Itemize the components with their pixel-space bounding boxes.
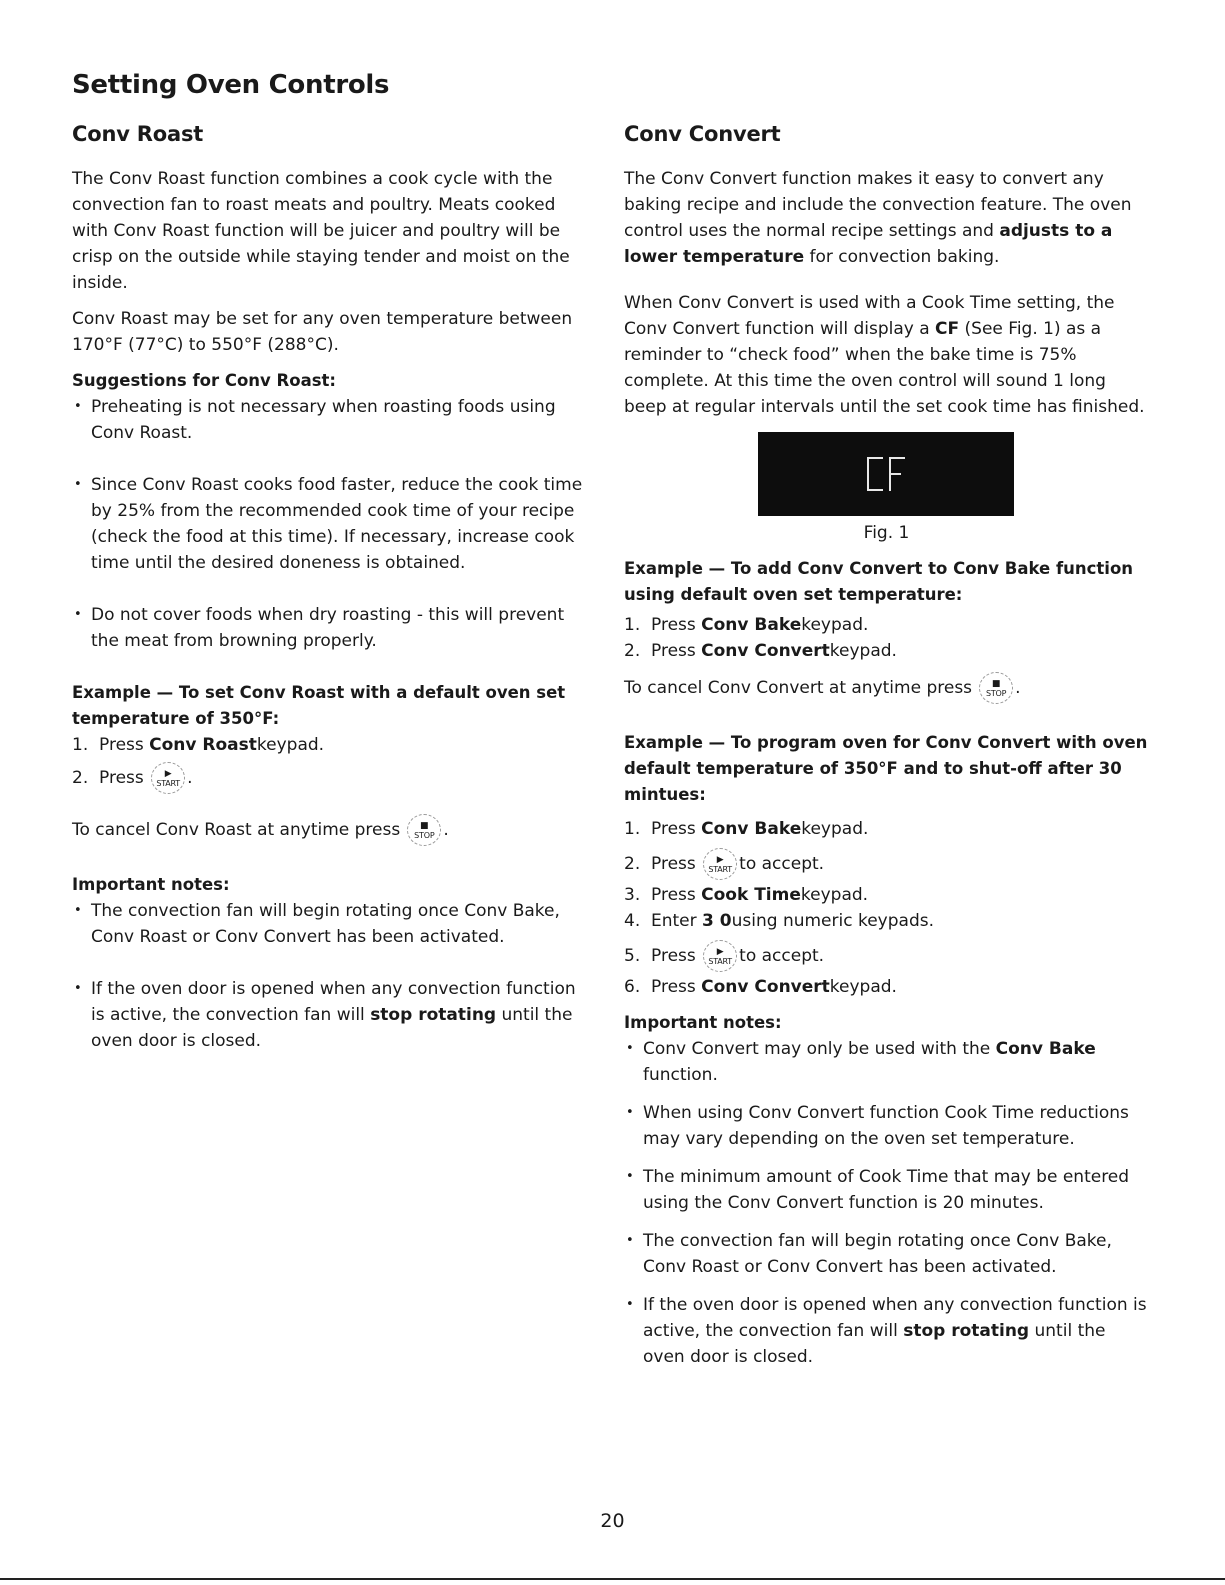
conv-convert-notes-list (624, 1036, 1149, 1370)
list-item: • Preheating is not necessary when roasting foods using Conv Roast. (72, 394, 592, 446)
conv-convert-example2-steps (624, 816, 1149, 1000)
page-number: 20 (600, 1510, 625, 1532)
conv-convert-example1-steps (624, 612, 1149, 664)
list-item: • The convection fan will begin rotating once Conv Bake, Conv Roast or Conv Convert has been activated. (624, 1228, 1149, 1280)
list-item (72, 762, 592, 794)
list-item: • Do not cover foods when dry roasting - this will prevent the meat from browning properly. (72, 602, 592, 654)
conv-roast-intro: The Conv Roast function combines a cook cycle with the convection fan to roast meats and poultry. Meats cooked with Conv Roast function will be juicer and poultry will be crisp on the outside while staying tender and moist on the inside. (72, 169, 570, 293)
step-text-end: . (187, 768, 193, 788)
conv-convert-cancel (624, 672, 1149, 704)
conv-roast-steps (72, 732, 592, 794)
start-key-icon: ▶ START (151, 762, 185, 794)
cancel-text: To cancel Conv Roast at anytime press (72, 820, 401, 840)
list-item: 2. Press ▶ START to accept. (624, 848, 1149, 880)
list-item: • Conv Convert may only be used with the Conv Bake function. (624, 1036, 1149, 1088)
list-item: • If the oven door is opened when any convection function is active, the convection fan will stop rotating until the oven door is closed. (624, 1292, 1149, 1370)
cancel-text: To cancel Conv Convert at anytime press (624, 678, 973, 698)
list-item: • The convection fan will begin rotating once Conv Bake, Conv Roast or Conv Convert has been activated. (72, 898, 592, 950)
list-item: 6. Press Conv Convert keypad. (624, 977, 897, 997)
step-number: 1. (72, 735, 89, 755)
stop-key-icon: ■ STOP (407, 814, 441, 846)
conv-roast-notes-heading: Important notes: (72, 875, 230, 894)
conv-roast-heading: Conv Roast (72, 122, 204, 146)
list-item: • Since Conv Roast cooks food faster, reduce the cook time by 25% from the recommended cook time of your recipe (check the food at this time). If necessary, increase cook time until the desired doneness is obtained. (72, 472, 592, 576)
list-item: 1. Press Conv Bake keypad. (624, 819, 869, 839)
cancel-text-end: . (443, 820, 449, 840)
step-text: Press (99, 735, 144, 755)
list-item: 3. Press Cook Time keypad. (624, 885, 869, 905)
cancel-text-end: . (1015, 678, 1021, 698)
conv-roast-example-heading: Example — To set Conv Roast with a default oven set temperature of 350°F: (72, 683, 566, 728)
list-item: 1. Press Conv Bake keypad. (624, 615, 869, 635)
conv-convert-example2-heading: Example — To program oven for Conv Convert with oven default temperature of 350°F and to shut-off after 30 mintues: (624, 733, 1148, 804)
stop-key-icon: ■ STOP (979, 672, 1013, 704)
conv-convert-intro: The Conv Convert function makes it easy to convert any baking recipe and include the convection feature. The oven control uses the normal recipe settings and adjusts to a lower temperature for convection baking. (624, 169, 1132, 267)
list-item: • The minimum amount of Cook Time that may be entered using the Conv Convert function is 20 minutes. (624, 1164, 1149, 1216)
conv-roast-temp-range: Conv Roast may be set for any oven temperature between 170°F (77°C) to 550°F (288°C). (72, 309, 573, 355)
cf-display-text (864, 454, 908, 494)
list-item: 2. Press Conv Convert keypad. (624, 641, 897, 661)
conv-roast-cancel (72, 814, 592, 846)
conv-convert-cook-time: When Conv Convert is used with a Cook Time setting, the Conv Convert function will display a CF (See Fig. 1) as a reminder to “check food” when the bake time is 75% complete. At this time the oven control will sound 1 long beep at regular intervals until the set cook time has finished. (624, 293, 1145, 417)
figure-caption: Fig. 1 (863, 523, 910, 543)
keypad-name: Conv Roast (149, 735, 257, 755)
list-item: • If the oven door is opened when any convection function is active, the convection fan will stop rotating until the oven door is closed. (72, 976, 592, 1054)
start-key-icon: ▶ START (703, 940, 737, 972)
step-number: 2. (72, 768, 89, 788)
conv-convert-heading: Conv Convert (624, 122, 781, 146)
step-text: Press (99, 768, 144, 788)
conv-convert-example1-heading: Example — To add Conv Convert to Conv Bake function using default oven set temperature: (624, 559, 1134, 604)
conv-convert-notes-heading: Important notes: (624, 1013, 782, 1032)
step-text-end: keypad. (256, 735, 325, 755)
conv-roast-section (72, 122, 592, 1054)
list-item (72, 732, 592, 758)
suggestions-heading: Suggestions for Conv Roast: (72, 371, 337, 390)
cf-display-panel (758, 432, 1014, 516)
footer-divider (0, 1578, 1225, 1580)
list-item: 5. Press ▶ START to accept. (624, 940, 1149, 972)
conv-roast-notes-list (72, 898, 592, 1054)
list-item: • When using Conv Convert function Cook Time reductions may vary depending on the oven set temperature. (624, 1100, 1149, 1152)
conv-convert-section (624, 122, 1149, 1370)
start-key-icon: ▶ START (703, 848, 737, 880)
page-title: Setting Oven Controls (72, 70, 390, 100)
suggestions-list (72, 394, 592, 654)
list-item: 4. Enter 3 0 using numeric keypads. (624, 911, 934, 931)
